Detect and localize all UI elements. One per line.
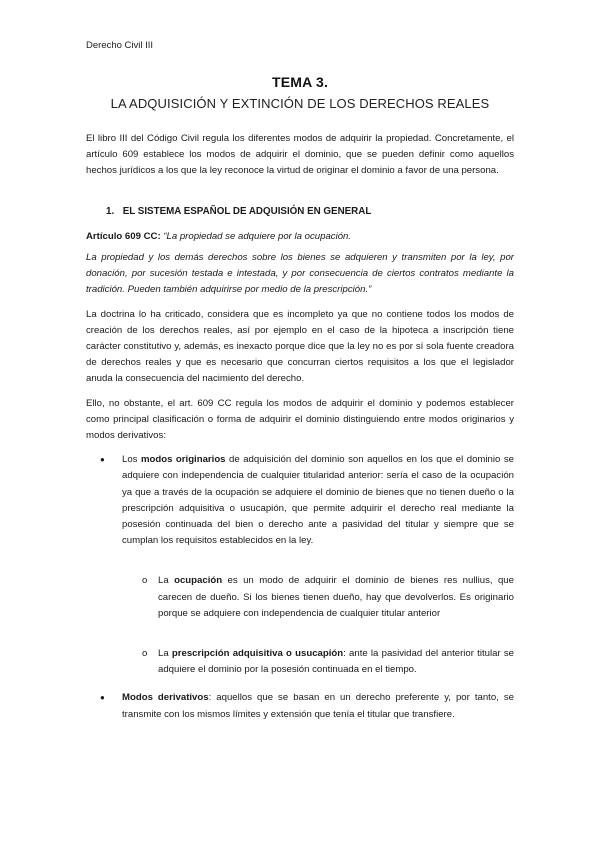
intro-paragraph: El libro III del Código Civil regula los diferentes modos de adquirir la propiedad. Concretamente, el artículo 609 establece los modos de adquirir el dominio, que se pueden definir como aquellos hechos jurídicos a los que la ley reconoce la virtud de originar el dominio a favor de una persona. (86, 133, 514, 177)
section-number: 1. (106, 205, 115, 217)
criticism-paragraph: La doctrina lo ha criticado, considera que es incompleto ya que no contiene todos los modos de creación de los derechos reales, así por ejemplo en el caso de la hipoteca a inscripción tiene carácter constitutivo y, además, es inexacto porque dice que la ley no es por sí sola fuente creadora de derechos reales y que es necesario que concurran ciertos requisitos a los que el legislador anuda la consecuencia del nacimiento del derecho. (86, 308, 514, 385)
bullet-text: de adquisición del dominio son aquellos en los que el dominio se adquiere con independencia de cualquier titularidad anterior: sería el caso de la ocupación ya que a través de la ocupación se adquiere el dominio de bienes que no tienen dueño o la prescripción adquisitiva o usucapión, que permite adquirir el derecho real mediante la posesión continuada del bien o derecho ante a pasividad del titular y siempre que se cumplan los requisitos establecidos en la ley. (122, 454, 514, 547)
sublist-item-occupation (158, 573, 514, 622)
document-body (86, 131, 514, 735)
list-item-originary (122, 452, 514, 678)
bullet-prefix: Los (122, 454, 141, 466)
sub-text: es un modo de adquirir el dominio de bienes res nullius, que carecen de dueño. Si los bienes tienen dueño, hay que devolverlos. Es originario porque se adquiere con independencia de cualquier titular anterior (158, 575, 514, 619)
acquisition-modes-list (86, 452, 514, 723)
sub-term: prescripción adquisitiva o usucapión (171, 648, 344, 660)
article-quote: “La propiedad se adquiere por la ocupación. (163, 230, 352, 242)
classification-paragraph: Ello, no obstante, el art. 609 CC regula los modos de adquirir el dominio y podemos establecer como principal clasificación o forma de adquirir el dominio distinguiendo entre modos originarios y modos derivativos: (86, 397, 514, 442)
running-header: Derecho Civil III (86, 40, 154, 51)
title-block (0, 74, 600, 111)
chapter-subtitle: LA ADQUISICIÓN Y EXTINCIÓN DE LOS DERECHOS REALES (110, 96, 490, 111)
bullet-term: Modos derivativos (122, 692, 209, 704)
sub-prefix: La (158, 648, 172, 660)
list-item-derivative (122, 690, 514, 722)
quote-paragraph: La propiedad y los demás derechos sobre los bienes se adquieren y transmiten por la ley, por donación, por sucesión testada e intestada, y por consecuencia de ciertos contratos mediante la tradición. Pueden también adquirirse por medio de la prescripción.” (86, 252, 514, 296)
sub-term: ocupación (174, 575, 223, 587)
bullet-term: modos originarios (140, 454, 226, 466)
section-heading (86, 204, 514, 220)
sublist-item-prescription (158, 646, 514, 678)
chapter-title: TEMA 3. (271, 74, 329, 90)
originary-sublist (122, 573, 514, 678)
article-label: Artículo 609 CC: (86, 230, 161, 242)
sub-prefix: La (158, 575, 175, 587)
section-title: EL SISTEMA ESPAÑOL DE ADQUISIÓN EN GENERAL (122, 205, 372, 217)
sub-text: : ante la pasividad del anterior titular se adquiere el dominio por la posesión continuada en el tiempo. (158, 648, 514, 676)
article-citation (86, 229, 514, 245)
bullet-text: : aquellos que se basan en un derecho preferente y, por tanto, se transmite con los mismos límites y extensión que tenía el titular que transfiere. (122, 692, 514, 720)
